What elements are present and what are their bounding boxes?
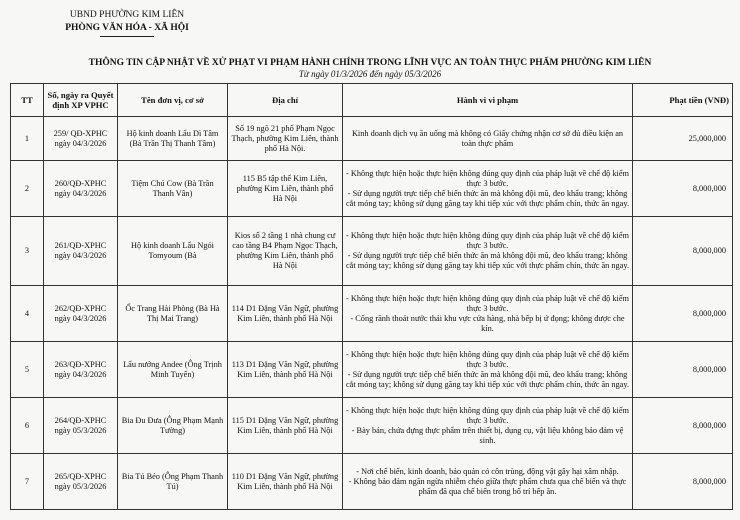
- violation-item: - Không bảo đảm ngăn ngừa nhiễm chéo giữa thực phẩm chưa qua chế biến và thực phẩm đã qua chế biến trong bố trí bếp ăn.: [348, 476, 627, 496]
- cell-name: Bia Đu Đưa (Ông Phạm Mạnh Tường): [118, 398, 228, 454]
- table-header-row: [11, 84, 733, 117]
- violation-item: - Không thực hiện hoặc thực hiện không đúng quy định của pháp luật về chế độ kiểm thực 3 bước.: [346, 293, 629, 313]
- header-address: Địa chỉ: [228, 84, 343, 117]
- cell-decision: 264/QĐ-XPHC ngày 05/3/2026: [44, 398, 118, 454]
- table-row: [11, 398, 733, 454]
- cell-decision: 263/QĐ-XPHC ngày 04/3/2026: [44, 342, 118, 398]
- header-decision: Số, ngày ra Quyết định XP VPHC: [44, 84, 118, 117]
- cell-violation: [343, 117, 633, 161]
- cell-fine: 8,000,000: [633, 342, 733, 398]
- cell-decision: 259/ QĐ-XPHC ngày 04/3/2026: [44, 117, 118, 161]
- cell-violation: [343, 161, 633, 217]
- cell-address: 113 D1 Đặng Văn Ngữ, phường Kim Liên, thành phố Hà Nội: [228, 342, 343, 398]
- cell-tt: 6: [11, 398, 44, 454]
- cell-tt: 7: [11, 454, 44, 510]
- violation-item: - Không thực hiện hoặc thực hiện không đúng quy định của pháp luật về chế độ kiểm thực 3 bước.: [346, 168, 629, 188]
- cell-fine: 8,000,000: [633, 161, 733, 217]
- cell-decision: 262/QĐ-XPHC ngày 04/3/2026: [44, 286, 118, 342]
- cell-name: Lẩu nướng Andee (Ông Trịnh Minh Tuyến): [118, 342, 228, 398]
- cell-tt: 5: [11, 342, 44, 398]
- org-parent: UBND PHƯỜNG KIM LIÊN: [69, 10, 185, 20]
- table-row: [11, 117, 733, 161]
- violation-item: - Nơi chế biến, kinh doanh, bảo quản có côn trùng, động vật gây hại xâm nhập.: [356, 466, 619, 476]
- cell-fine: 25,000,000: [633, 117, 733, 161]
- violation-item: Kinh doanh dịch vụ ăn uống mà không có Giấy chứng nhận cơ sở đủ điều kiện an toàn thực phẩm: [351, 128, 624, 148]
- org-underline: [100, 36, 154, 37]
- cell-tt: 4: [11, 286, 44, 342]
- cell-address: Số 19 ngõ 21 phố Phạm Ngọc Thạch, phường Kim Liên, thành phố Hà Nội.: [228, 117, 343, 161]
- cell-violation: [343, 454, 633, 510]
- violation-item: - Không thực hiện hoặc thực hiện không đúng quy định của pháp luật về chế độ kiểm thực 3 bước.: [346, 231, 629, 250]
- cell-fine: 8,000,000: [633, 217, 733, 286]
- cell-address: 114 D1 Đặng Văn Ngữ, phường Kim Liên, thành phố Hà Nội: [228, 286, 343, 342]
- table-row: [11, 286, 733, 342]
- cell-tt: 1: [11, 117, 44, 161]
- cell-tt: 2: [11, 161, 44, 217]
- table-body: [11, 117, 733, 510]
- violation-item: - Không thực hiện hoặc thực hiện không đúng quy định của pháp luật về chế độ kiểm thực 3 bước.: [346, 405, 629, 425]
- table-row: [11, 217, 733, 286]
- cell-name: Hộ kinh doanh Lẩu Dì Tâm (Bà Trần Thị Thanh Tâm): [118, 117, 228, 161]
- cell-decision: 260/QĐ-XPHC ngày 04/3/2026: [44, 161, 118, 217]
- cell-violation: [343, 286, 633, 342]
- cell-name: Ốc Trang Hải Phòng (Bà Hà Thị Mai Trang): [118, 286, 228, 342]
- header-violation: Hành vi vi phạm: [343, 84, 633, 117]
- cell-violation: [343, 398, 633, 454]
- cell-violation: [343, 342, 633, 398]
- cell-address: 115 B5 tập thể Kim Liên, phường Kim Liên, thành phố Hà Nội: [228, 161, 343, 217]
- cell-address: 115 D1 Đặng Văn Ngữ, phường Kim Liên, thành phố Hà Nội: [228, 398, 343, 454]
- cell-fine: 8,000,000: [633, 454, 733, 510]
- table-row: [11, 342, 733, 398]
- cell-fine: 8,000,000: [633, 398, 733, 454]
- violations-table: [10, 83, 733, 510]
- cell-tt: 3: [11, 217, 44, 286]
- header-fine: Phạt tiền (VNĐ): [633, 84, 733, 117]
- header-tt: TT: [11, 84, 44, 117]
- violation-item: - Sử dụng người trực tiếp chế biến thức ăn mà không đội mũ, đeo khẩu trang; không cắt móng tay; không sử dụng găng tay khi tiếp xúc với thực phẩm chín, thức ăn ngay.: [346, 369, 630, 389]
- header-name: Tên đơn vị, cơ sở: [118, 84, 228, 117]
- document-subtitle: Từ ngày 01/3/2026 đến ngày 05/3/2026: [298, 69, 442, 79]
- cell-name: Tiệm Chú Cow (Bà Trần Thanh Vân): [118, 161, 228, 217]
- cell-fine: 8,000,000: [633, 286, 733, 342]
- cell-decision: 265/QĐ-XPHC ngày 05/3/2026: [44, 454, 118, 510]
- org-department: PHÒNG VĂN HÓA - XÃ HỘI: [65, 23, 189, 33]
- table-row: [11, 454, 733, 510]
- document-title: THÔNG TIN CẬP NHẬT VỀ XỬ PHẠT VI PHẠM HÀNH CHÍNH TRONG LĨNH VỰC AN TOÀN THỰC PHẨM PHƯỜNG KIM LIÊN: [88, 58, 652, 68]
- cell-address: 110 D1 Đặng Văn Ngữ, phường Kim Liên, thành phố Hà Nội: [228, 454, 343, 510]
- cell-violation: [343, 217, 633, 286]
- cell-name: Bia Tú Béo (Ông Phạm Thanh Tú): [118, 454, 228, 510]
- cell-address: Kios số 2 tầng 1 nhà chung cư cao tầng B4 Phạm Ngọc Thạch, phường Kim Liên, thành phố Hà Nội: [228, 217, 343, 286]
- violation-item: - Không thực hiện hoặc thực hiện không đúng quy định của pháp luật về chế độ kiểm thực 3 bước.: [346, 349, 629, 369]
- cell-name: Hộ kinh doanh Lẩu Ngói Tomyoum (Bà: [118, 217, 228, 286]
- cell-decision: 261/QĐ-XPHC ngày 04/3/2026: [44, 217, 118, 286]
- violation-item: - Bày bán, chứa đựng thực phẩm trên thiết bị, dụng cụ, vật liệu không bảo đảm vệ sinh.: [351, 425, 624, 445]
- violation-item: - Sử dụng người trực tiếp chế biến thức ăn mà không đội mũ, đeo khẩu trang; không cắt móng tay; không sử dụng găng tay khi tiếp xúc với thực phẩm chín, thức ăn ngay.: [346, 188, 630, 208]
- issuing-organization: [57, 9, 197, 37]
- table-row: [11, 161, 733, 217]
- violation-item: - Sử dụng người trực tiếp chế biến thức ăn mà không đội mũ, đeo khẩu trang; không cắt móng tay; không sử dụng găng tay khi tiếp xúc với thực phẩm chín, thức ăn ngay.: [346, 251, 630, 270]
- violation-item: - Cống rãnh thoát nước thải khu vực cửa hàng, nhà bếp bị ứ đọng; không được che kín.: [350, 313, 625, 333]
